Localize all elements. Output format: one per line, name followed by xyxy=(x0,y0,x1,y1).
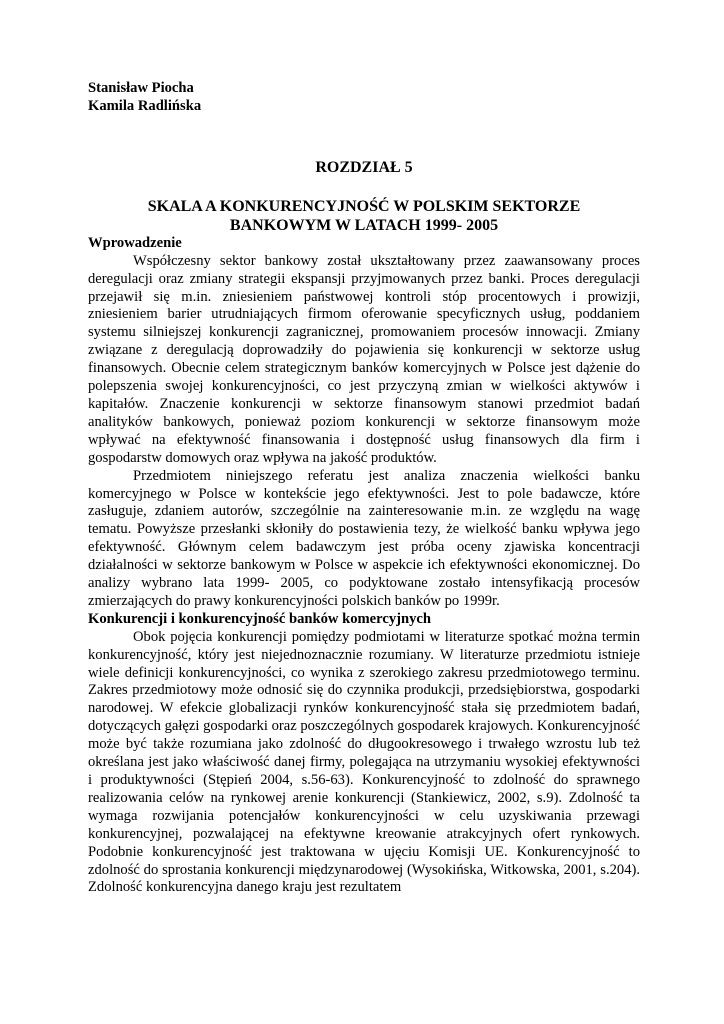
chapter-title-line: BANKOWYM W LATACH 1999- 2005 xyxy=(229,216,499,234)
body-paragraph: Obok pojęcia konkurencji pomiędzy podmiotami w literaturze spotkać można termin konkurencyjność, który jest niejednoznacznie rozumiany. W literaturze przedmiotu istnieje wiele definicji konkurencyjności, co wynika z szerokiego zakresu przedmiotowego terminu. Zakres przedmiotowy może odnosić się do czynnika produkcji, przedsiębiorstwa, gospodarki narodowej. W efekcie globalizacji rynków konkurencyjność stała się przedmiotem badań, dotyczących gałęzi gospodarki oraz poszczególnych gospodarek krajowych. Konkurencyjność może być także rozumiana jako zdolność do długookresowego i trwałego wzrostu lub też określana jest jako właściwość danej firmy, polegająca na utrzymaniu wysokiej efektywności i produktywności (Stępień 2004, s.56-63). Konkurencyjność to zdolność do sprawnego realizowania celów na rynkowej arenie konkurencji (Stankiewicz, 2002, s.9). Zdolność ta wymaga rozwijania potencjałów konkurencyjności w celu uzyskiwania przewagi konkurencyjnej, pozwalającej na efektywne kreowanie atrakcyjnych ofert rynkowych. Podobnie konkurencyjność jest traktowana w ujęciu Komisji UE. Konkurencyjność to zdolność do sprostania konkurencji międzynarodowej (Wysokińska, Witkowska, 2001, s.204). Zdolność konkurencyjna danego kraju jest rezultatem xyxy=(88,628,640,896)
author-name: Kamila Radlińska xyxy=(88,97,202,114)
section-heading-competition: Konkurencji i konkurencyjność banków komercyjnych xyxy=(88,610,432,627)
author-name: Stanisław Piocha xyxy=(88,80,194,96)
author-list xyxy=(88,80,640,116)
body-paragraph: Współczesny sektor bankowy został ukształtowany przez zaawansowany proces deregulacji oraz zmiany strategii ekspansji przyjmowanych przez banki. Proces deregulacji przejawił się m.in. zniesieniem państwowej kontroli stóp procentowych i prowizji, zniesieniem barier utrudniających firmom oferowanie specyficznych usług, poddaniem systemu silniejszej konkurencji zagranicznej, promowaniem procesów innowacji. Zmiany związane z deregulacją doprowadziły do pojawienia się konkurencji w sektorze usług finansowych. Obecnie celem strategicznym banków komercyjnych w Polsce jest dążenie do polepszenia swojej konkurencyjności, co jest przyczyną zmian w wielkości aktywów i kapitałów. Znaczenie konkurencji w sektorze finansowym stanowi przedmiot badań analityków bankowych, ponieważ poziom konkurencji w sektorze finansowym może wpływać na efektywność finansowania i dostępność usług finansowych dla firm i gospodarstw domowych oraz wpływa na jakość produktów. xyxy=(88,252,640,466)
document-page xyxy=(88,80,640,897)
chapter-heading: ROZDZIAŁ 5 xyxy=(315,158,413,176)
chapter-title xyxy=(88,197,640,235)
chapter-title-line: SKALA A KONKURENCYJNOŚĆ W POLSKIM SEKTORZE xyxy=(147,197,581,215)
body-paragraph: Przedmiotem niniejszego referatu jest analiza znaczenia wielkości banku komercyjnego w Polsce w kontekście jego efektywności. Jest to pole badawcze, które zasługuje, zdaniem autorów, szczególnie na zainteresowanie m.in. ze względu na wagę tematu. Powyższe przesłanki skłoniły do postawienia tezy, że wielkość banku wpływa jego efektywność. Głównym celem badawczym jest próba oceny zjawiska koncentracji działalności w sektorze bankowym w Polsce w aspekcie ich efektywności ekonomicznej. Do analizy wybrano lata 1999- 2005, co podyktowane zostało intensyfikacją procesów zmierzających do prawy konkurencyjności polskich banków po 1999r. xyxy=(88,467,640,609)
section-heading-introduction: Wprowadzenie xyxy=(88,234,182,251)
